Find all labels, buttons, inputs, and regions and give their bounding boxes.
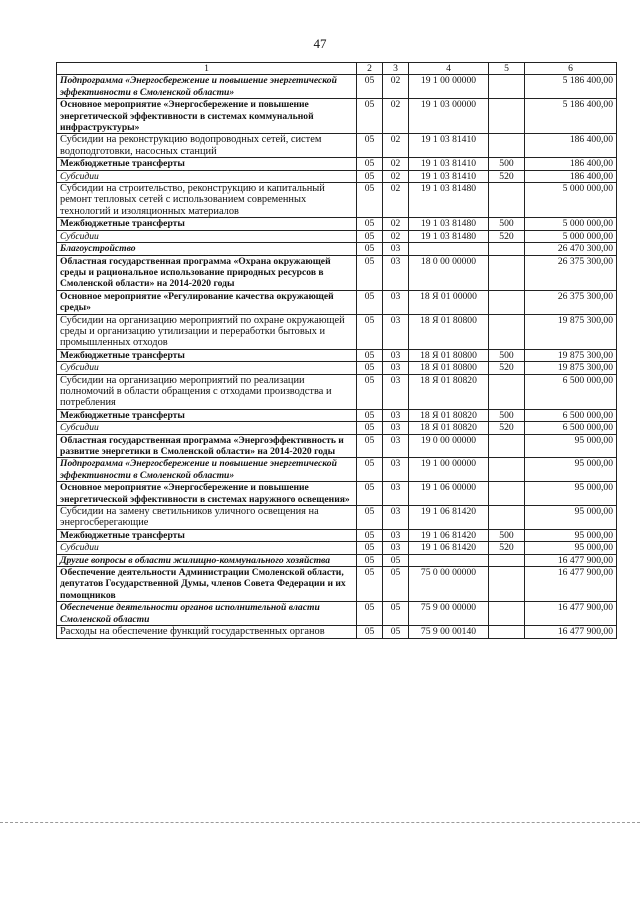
- row-name-cell: Основное мероприятие «Энергосбережение и повышение энергетической эффективности в системах наружного освещения»: [57, 482, 357, 506]
- row-name-cell: Межбюджетные трансферты: [57, 409, 357, 421]
- row-name-cell: Подпрограмма «Энергосбережение и повышение энергетической эффективности в Смоленской области»: [57, 458, 357, 482]
- table-row: [57, 458, 617, 482]
- table-row: [57, 362, 617, 374]
- row-subsection-cell: 03: [383, 255, 409, 290]
- row-target-code-cell: 18 Я 01 80820: [409, 409, 489, 421]
- row-name-cell: Субсидии: [57, 362, 357, 374]
- table-row: [57, 482, 617, 506]
- row-amount-cell: 95 000,00: [525, 529, 617, 541]
- row-subsection-cell: 02: [383, 230, 409, 242]
- row-amount-cell: 5 186 400,00: [525, 99, 617, 134]
- row-section-cell: 05: [357, 134, 383, 158]
- row-section-cell: 05: [357, 290, 383, 314]
- table-header-row: [57, 63, 617, 75]
- row-target-code-cell: 19 1 06 81420: [409, 529, 489, 541]
- header-cell: 5: [489, 63, 525, 75]
- header-cell: 2: [357, 63, 383, 75]
- row-expense-type-cell: 520: [489, 422, 525, 434]
- table-row: [57, 626, 617, 638]
- table-row: [57, 218, 617, 230]
- row-amount-cell: 16 477 900,00: [525, 554, 617, 566]
- row-section-cell: 05: [357, 626, 383, 638]
- row-expense-type-cell: [489, 255, 525, 290]
- row-expense-type-cell: 520: [489, 170, 525, 182]
- row-section-cell: 05: [357, 314, 383, 349]
- row-name-cell: Субсидии: [57, 170, 357, 182]
- table-row: [57, 434, 617, 458]
- row-amount-cell: 19 875 300,00: [525, 362, 617, 374]
- row-target-code-cell: 18 0 00 00000: [409, 255, 489, 290]
- row-target-code-cell: 18 Я 01 80800: [409, 349, 489, 361]
- row-expense-type-cell: [489, 554, 525, 566]
- header-cell: 1: [57, 63, 357, 75]
- row-section-cell: 05: [357, 422, 383, 434]
- row-subsection-cell: 02: [383, 99, 409, 134]
- row-target-code-cell: 18 Я 01 80820: [409, 374, 489, 409]
- row-section-cell: 05: [357, 529, 383, 541]
- row-expense-type-cell: 500: [489, 158, 525, 170]
- table-row: [57, 290, 617, 314]
- row-amount-cell: 19 875 300,00: [525, 314, 617, 349]
- row-section-cell: 05: [357, 602, 383, 626]
- table-row: [57, 255, 617, 290]
- row-target-code-cell: 18 Я 01 80800: [409, 314, 489, 349]
- row-name-cell: Основное мероприятие «Регулирование качества окружающей среды»: [57, 290, 357, 314]
- row-expense-type-cell: 500: [489, 349, 525, 361]
- row-target-code-cell: 19 1 03 81480: [409, 218, 489, 230]
- row-name-cell: Субсидии на организацию мероприятий по охране окружающей среды и организацию утилизации и переработки бытовых и промышленных отходов: [57, 314, 357, 349]
- table-row: [57, 374, 617, 409]
- table-row: [57, 349, 617, 361]
- row-section-cell: 05: [357, 458, 383, 482]
- row-subsection-cell: 03: [383, 409, 409, 421]
- table-row: [57, 602, 617, 626]
- row-target-code-cell: 19 1 03 81410: [409, 158, 489, 170]
- row-name-cell: Межбюджетные трансферты: [57, 218, 357, 230]
- row-expense-type-cell: [489, 75, 525, 99]
- row-section-cell: 05: [357, 99, 383, 134]
- row-expense-type-cell: [489, 243, 525, 255]
- row-target-code-cell: 19 1 03 00000: [409, 99, 489, 134]
- row-expense-type-cell: [489, 626, 525, 638]
- table-row: [57, 99, 617, 134]
- row-name-cell: Обеспечение деятельности Администрации Смоленской области, депутатов Государственной Думы, членов Совета Федерации и их помощников: [57, 567, 357, 602]
- row-name-cell: Межбюджетные трансферты: [57, 529, 357, 541]
- row-expense-type-cell: [489, 482, 525, 506]
- row-target-code-cell: 19 1 03 81410: [409, 170, 489, 182]
- row-subsection-cell: 05: [383, 602, 409, 626]
- row-amount-cell: 6 500 000,00: [525, 422, 617, 434]
- row-subsection-cell: 03: [383, 506, 409, 530]
- row-subsection-cell: 02: [383, 75, 409, 99]
- table-row: [57, 170, 617, 182]
- row-expense-type-cell: [489, 458, 525, 482]
- row-expense-type-cell: [489, 374, 525, 409]
- budget-table: [56, 62, 617, 639]
- row-section-cell: 05: [357, 362, 383, 374]
- row-amount-cell: 95 000,00: [525, 458, 617, 482]
- row-amount-cell: 95 000,00: [525, 506, 617, 530]
- row-amount-cell: 19 875 300,00: [525, 349, 617, 361]
- row-expense-type-cell: 520: [489, 230, 525, 242]
- row-name-cell: Обеспечение деятельности органов исполнительной власти Смоленской области: [57, 602, 357, 626]
- row-target-code-cell: 18 Я 01 80820: [409, 422, 489, 434]
- row-amount-cell: 16 477 900,00: [525, 602, 617, 626]
- row-subsection-cell: 03: [383, 314, 409, 349]
- row-section-cell: 05: [357, 567, 383, 602]
- row-section-cell: 05: [357, 243, 383, 255]
- header-cell: 6: [525, 63, 617, 75]
- row-amount-cell: 5 000 000,00: [525, 183, 617, 218]
- row-subsection-cell: 03: [383, 349, 409, 361]
- row-section-cell: 05: [357, 482, 383, 506]
- row-expense-type-cell: 520: [489, 542, 525, 554]
- row-section-cell: 05: [357, 255, 383, 290]
- row-subsection-cell: 02: [383, 183, 409, 218]
- row-name-cell: Субсидии на реконструкцию водопроводных сетей, систем водоподготовки, насосных станций: [57, 134, 357, 158]
- header-cell: 4: [409, 63, 489, 75]
- row-amount-cell: 16 477 900,00: [525, 567, 617, 602]
- row-section-cell: 05: [357, 506, 383, 530]
- table-row: [57, 158, 617, 170]
- table-row: [57, 567, 617, 602]
- row-amount-cell: 26 375 300,00: [525, 255, 617, 290]
- row-name-cell: Благоустройство: [57, 243, 357, 255]
- row-amount-cell: 6 500 000,00: [525, 374, 617, 409]
- row-amount-cell: 5 000 000,00: [525, 230, 617, 242]
- row-section-cell: 05: [357, 230, 383, 242]
- row-subsection-cell: 05: [383, 626, 409, 638]
- row-expense-type-cell: [489, 506, 525, 530]
- row-amount-cell: 26 470 300,00: [525, 243, 617, 255]
- row-amount-cell: 95 000,00: [525, 542, 617, 554]
- row-target-code-cell: 19 1 06 81420: [409, 542, 489, 554]
- row-target-code-cell: 19 1 03 81480: [409, 230, 489, 242]
- row-name-cell: Субсидии на строительство, реконструкцию и капитальный ремонт тепловых сетей с использованием современных технологий и изоляционных материалов: [57, 183, 357, 218]
- table-row: [57, 230, 617, 242]
- row-subsection-cell: 03: [383, 529, 409, 541]
- row-target-code-cell: 75 0 00 00000: [409, 567, 489, 602]
- row-amount-cell: 95 000,00: [525, 434, 617, 458]
- row-name-cell: Другие вопросы в области жилищно-коммунального хозяйства: [57, 554, 357, 566]
- table-row: [57, 134, 617, 158]
- table-row: [57, 75, 617, 99]
- row-subsection-cell: 03: [383, 542, 409, 554]
- row-subsection-cell: 03: [383, 243, 409, 255]
- row-expense-type-cell: 520: [489, 362, 525, 374]
- table-row: [57, 314, 617, 349]
- row-amount-cell: 186 400,00: [525, 134, 617, 158]
- row-subsection-cell: 03: [383, 422, 409, 434]
- table-row: [57, 542, 617, 554]
- row-subsection-cell: 03: [383, 362, 409, 374]
- row-amount-cell: 5 000 000,00: [525, 218, 617, 230]
- row-name-cell: Подпрограмма «Энергосбережение и повышение энергетической эффективности в Смоленской области»: [57, 75, 357, 99]
- row-section-cell: 05: [357, 409, 383, 421]
- row-name-cell: Субсидии: [57, 422, 357, 434]
- row-target-code-cell: 19 1 03 81410: [409, 134, 489, 158]
- table-row: [57, 506, 617, 530]
- page-number: 47: [313, 36, 327, 51]
- row-expense-type-cell: 500: [489, 409, 525, 421]
- table-row: [57, 529, 617, 541]
- header-cell: 3: [383, 63, 409, 75]
- row-target-code-cell: 75 9 00 00140: [409, 626, 489, 638]
- table-row: [57, 409, 617, 421]
- row-expense-type-cell: [489, 99, 525, 134]
- row-subsection-cell: 02: [383, 158, 409, 170]
- table-row: [57, 183, 617, 218]
- row-target-code-cell: 19 1 03 81480: [409, 183, 489, 218]
- row-expense-type-cell: 500: [489, 218, 525, 230]
- row-name-cell: Межбюджетные трансферты: [57, 349, 357, 361]
- row-amount-cell: 5 186 400,00: [525, 75, 617, 99]
- row-subsection-cell: 03: [383, 434, 409, 458]
- row-target-code-cell: 18 Я 01 80800: [409, 362, 489, 374]
- row-name-cell: Основное мероприятие «Энергосбережение и повышение энергетической эффективности в системах коммунальной инфраструктуры»: [57, 99, 357, 134]
- row-section-cell: 05: [357, 542, 383, 554]
- row-subsection-cell: 03: [383, 290, 409, 314]
- row-amount-cell: 16 477 900,00: [525, 626, 617, 638]
- row-target-code-cell: 19 1 06 00000: [409, 482, 489, 506]
- row-amount-cell: 26 375 300,00: [525, 290, 617, 314]
- row-subsection-cell: 03: [383, 374, 409, 409]
- row-target-code-cell: 19 1 00 00000: [409, 75, 489, 99]
- row-target-code-cell: 18 Я 01 00000: [409, 290, 489, 314]
- row-expense-type-cell: [489, 434, 525, 458]
- row-name-cell: Субсидии на замену светильников уличного освещения на энергосберегающие: [57, 506, 357, 530]
- row-subsection-cell: 02: [383, 218, 409, 230]
- row-section-cell: 05: [357, 554, 383, 566]
- row-name-cell: Субсидии: [57, 542, 357, 554]
- row-amount-cell: 186 400,00: [525, 158, 617, 170]
- row-target-code-cell: 19 1 00 00000: [409, 458, 489, 482]
- table-row: [57, 554, 617, 566]
- row-amount-cell: 186 400,00: [525, 170, 617, 182]
- row-name-cell: Межбюджетные трансферты: [57, 158, 357, 170]
- row-expense-type-cell: [489, 602, 525, 626]
- row-section-cell: 05: [357, 374, 383, 409]
- scan-edge-line: [0, 822, 640, 823]
- row-section-cell: 05: [357, 75, 383, 99]
- row-expense-type-cell: [489, 567, 525, 602]
- row-expense-type-cell: 500: [489, 529, 525, 541]
- row-target-code-cell: [409, 243, 489, 255]
- row-expense-type-cell: [489, 290, 525, 314]
- row-amount-cell: 6 500 000,00: [525, 409, 617, 421]
- row-subsection-cell: 02: [383, 170, 409, 182]
- row-target-code-cell: [409, 554, 489, 566]
- row-name-cell: Субсидии: [57, 230, 357, 242]
- row-name-cell: Областная государственная программа «Охрана окружающей среды и рациональное использование природных ресурсов в Смоленской области» на 2014-2020 годы: [57, 255, 357, 290]
- row-target-code-cell: 75 9 00 00000: [409, 602, 489, 626]
- row-expense-type-cell: [489, 314, 525, 349]
- row-name-cell: Субсидии на организацию мероприятий по реализации полномочий в области обращения с отходами производства и потребления: [57, 374, 357, 409]
- row-amount-cell: 95 000,00: [525, 482, 617, 506]
- row-target-code-cell: 19 1 06 81420: [409, 506, 489, 530]
- row-section-cell: 05: [357, 170, 383, 182]
- row-name-cell: Областная государственная программа «Энергоэффективность и развитие энергетики в Смоленской области» на 2014-2020 годы: [57, 434, 357, 458]
- row-section-cell: 05: [357, 434, 383, 458]
- row-subsection-cell: 03: [383, 482, 409, 506]
- row-name-cell: Расходы на обеспечение функций государственных органов: [57, 626, 357, 638]
- row-section-cell: 05: [357, 349, 383, 361]
- row-subsection-cell: 05: [383, 554, 409, 566]
- row-subsection-cell: 03: [383, 458, 409, 482]
- row-expense-type-cell: [489, 134, 525, 158]
- row-subsection-cell: 02: [383, 134, 409, 158]
- row-section-cell: 05: [357, 183, 383, 218]
- table-row: [57, 243, 617, 255]
- row-section-cell: 05: [357, 158, 383, 170]
- table-row: [57, 422, 617, 434]
- row-section-cell: 05: [357, 218, 383, 230]
- row-target-code-cell: 19 0 00 00000: [409, 434, 489, 458]
- row-subsection-cell: 05: [383, 567, 409, 602]
- row-expense-type-cell: [489, 183, 525, 218]
